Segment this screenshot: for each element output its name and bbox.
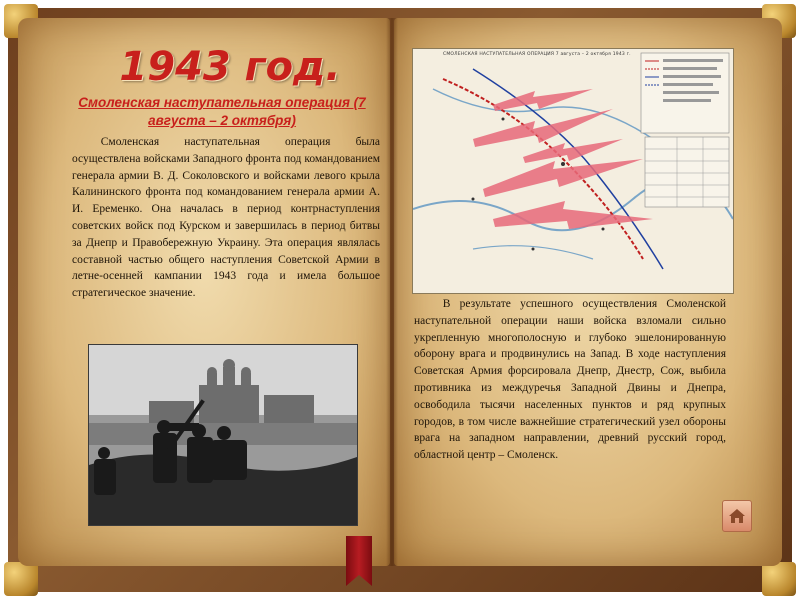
book-spine (386, 18, 398, 566)
page-title: 1943 год. (119, 44, 341, 90)
home-icon (728, 508, 746, 524)
left-paragraph: Смоленская наступательная операция была осуществлена войсками Западного фронта под командованием генерала армии В. Д. Соколовского и войсками левого крыла Калининского фронта под командованием генерала армии А. И. Еременко. Она началась в период контрнаступления советских войск под Курском и завершилась в период битвы за Днепр и Правобережную Украину. Эта операция являлась составной частью общего наступления Советской Армии в летне-осенней кампании 1943 года и имела большое стратегическое значение. (72, 136, 380, 300)
home-button[interactable] (722, 500, 752, 532)
corner-ornament (4, 562, 38, 596)
war-photo (88, 344, 358, 526)
page-subtitle: Смоленская наступательная операция (7 августа – 2 октября) (78, 95, 366, 128)
map-illustration (413, 49, 733, 293)
map-caption: СМОЛЕНСКАЯ НАСТУПАТЕЛЬНАЯ ОПЕРАЦИЯ 7 августа – 2 октября 1943 г. (443, 52, 631, 57)
right-paragraph: В результате успешного осуществления Смоленской наступательной операции наши войска взломали сильно укрепленную многополосную и глубоко эшелонированную оборону врага и продвинулись на Запад. В ходе наступления Советская Армия форсировала Днепр, Днестр, Сож, выбила противника из междуречья Западной Двины и Днепра, освободила тысячи населенных пунктов и ряд крупных городов, в том числе важнейшие стратегический узел обороны врага на западном направлении, древний русский город, областной центр – Смоленск. (414, 298, 726, 462)
war-photo-illustration (89, 345, 357, 525)
operation-map (412, 48, 734, 294)
corner-ornament (762, 562, 796, 596)
